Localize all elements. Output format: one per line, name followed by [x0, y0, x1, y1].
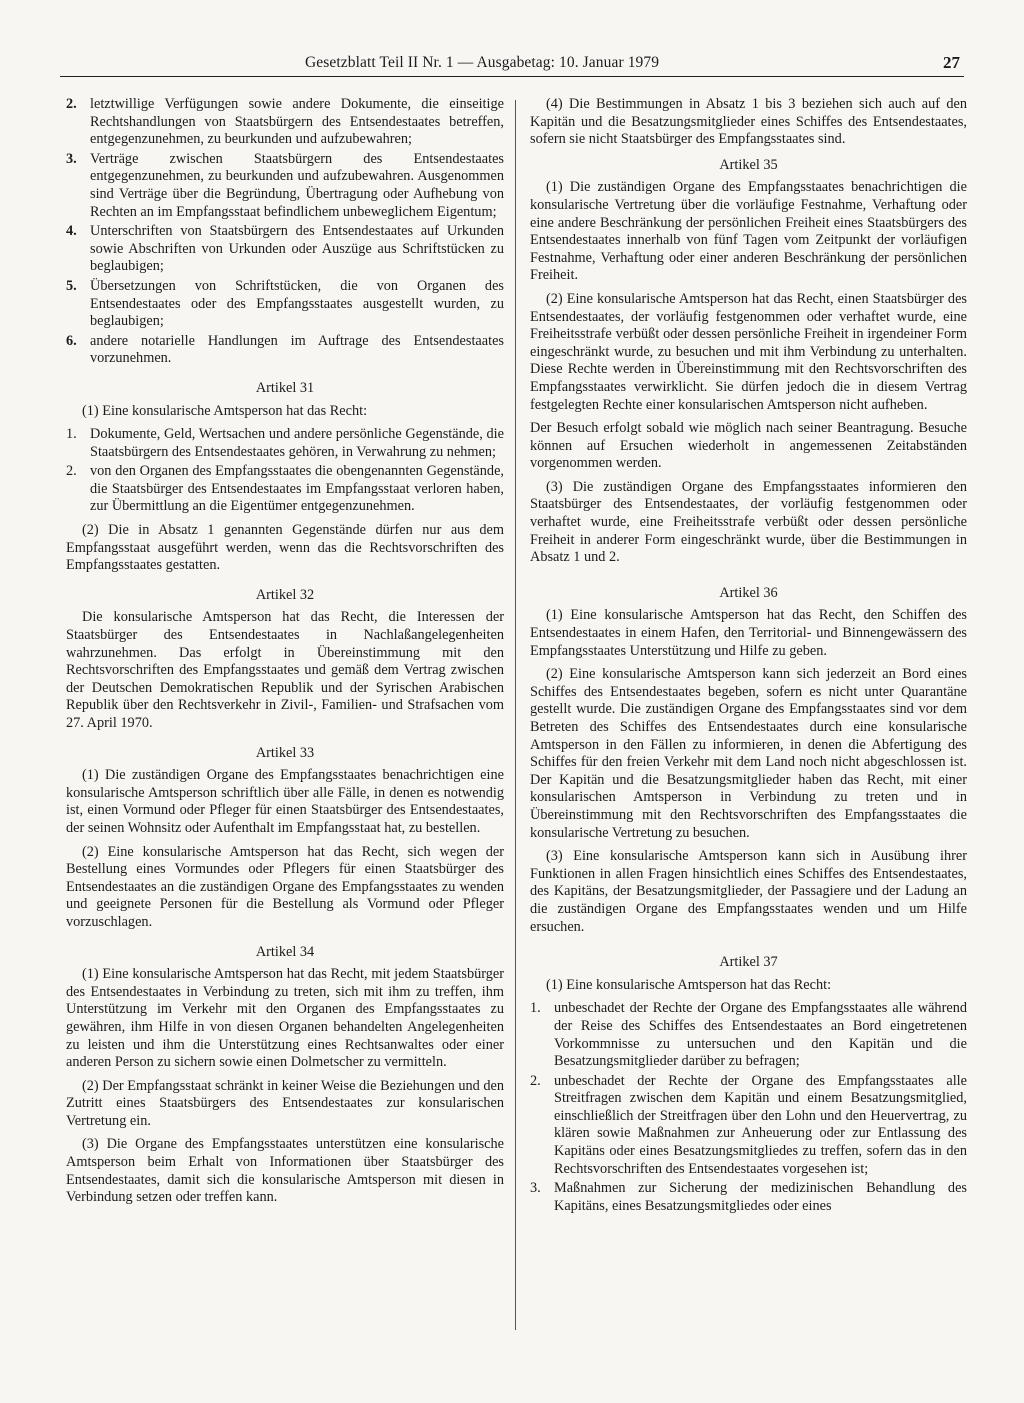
item-number: 4. [66, 223, 77, 240]
article-heading: Artikel 36 [719, 584, 778, 601]
column-divider [515, 100, 516, 1330]
article-paragraph: (1) Eine konsularische Amtsperson hat das Recht: [546, 976, 832, 993]
item-text: unbeschadet der Rechte der Organe des Empfangsstaates alle während der Reise des Schiffes des Entsendestaates an Bord eingetretenen Vorkommnisse zu untersuchen und den Kapitän und die Besatzungsmitglieder darüber zu befragen; [554, 1000, 967, 1070]
list-item [530, 1073, 967, 1179]
article-heading: Artikel 34 [255, 943, 315, 960]
item-text: von den Organen des Empfangsstaates die obengenannten Gegenstände, die Staatsbürger des Entsendestaates im Empfangsstaat verloren haben, zur Übermittlung an die Eigentümer entgegenzunehmen. [90, 463, 504, 515]
list-item [530, 1000, 967, 1070]
article-paragraph: (1) Eine konsularische Amtsperson hat das Recht, mit jedem Staatsbürger des Entsendestaates in Verbindung zu treten, sich mit ihm zu treffen, ihm Unterstützung im Verkehr mit den Organen des Empfangsstaates zu gewähren, ihm Hilfe in von diesen Organen behandelten Angelegenheiten zu leisten und ihm die Unterstützung eines Rechtsanwaltes oder einer anderen Person zu sichern sowie einen Dolmetscher zu vermitteln. [66, 966, 504, 1071]
item-number: 3. [530, 1180, 541, 1197]
item-number: 3. [66, 150, 77, 167]
article-paragraph: (1) Eine konsularische Amtsperson hat das Recht, den Schiffen des Entsendestaates in einem Hafen, den Territorial- und Binnengewässern des Empfangsstaates Unterstützung und Hilfe zu geben. [530, 607, 967, 659]
right-column [530, 96, 967, 1217]
article-paragraph: (2) Eine konsularische Amtsperson hat das Recht, sich wegen der Bestellung eines Vormundes oder Pflegers für einen Staatsbürger des Entsendestaates an die zuständigen Organe des Empfangsstaates zu wenden und geeignete Personen für die Bestellung als Vormund oder Pfleger vorzuschlagen. [66, 843, 504, 930]
item-number: 2. [530, 1072, 541, 1089]
list-item [66, 333, 504, 368]
article-paragraph: (3) Die zuständigen Organe des Empfangsstaates informieren den Staatsbürger des Entsendestaates, der vorläufig festgenommen oder verhaftet wurde, eine Freiheitsstrafe verbüßt oder dessen persönliche Freiheit in anderer Form eingeschränkt wurde, über die Bestimmungen in Absatz 1 und 2. [530, 478, 967, 566]
article-paragraph: (3) Die Organe des Empfangsstaates unterstützen eine konsularische Amtsperson beim Erhalt von Informationen über Staatsbürger des Entsendestaates, damit sich die konsularische Amtsperson mit diesen in Verbindung setzen oder treffen kann. [66, 1136, 504, 1206]
item-text: Unterschriften von Staatsbürgern des Entsendestaates auf Urkunden sowie Abschriften von Urkunden oder Auszüge aus Schriftstücken zu beglaubigen; [90, 223, 504, 275]
article-paragraph: (2) Eine konsularische Amtsperson kann sich jederzeit an Bord eines Schiffes des Entsendestaates begeben, sofern es nicht unter Quarantäne gestellt wurde. Die zuständigen Organe des Empfangsstaates sind vor dem Betreten des Schiffes des Entsendestaates durch eine konsularische Amtsperson in den Fällen zu informieren, in denen die Abfertigung des Schiffes für den freien Verkehr mit dem Land noch nicht abgeschlossen ist. Der Kapitän und die Besatzungsmitglieder haben das Recht, mit einer konsularischen Amtsperson in Verbindung zu treten und in Übereinstimmung mit den Rechtsvorschriften des Empfangsstaates die konsularische Vertretung zu besuchen. [530, 666, 967, 841]
article-paragraph: (2) Die in Absatz 1 genannten Gegenstände dürfen nur aus dem Empfangsstaat ausgeführt werden, wenn das die Rechtsvorschriften des Empfangsstaates gestatten. [66, 522, 504, 574]
list-item [66, 426, 504, 461]
item-number: 1. [66, 426, 77, 443]
list-item [66, 151, 504, 221]
article-paragraph: (2) Der Empfangsstaat schränkt in keiner Weise die Beziehungen und den Zutritt eines Staatsbürgers des Entsendestaates zur konsularischen Vertretung ein. [66, 1077, 504, 1129]
article-heading: Artikel 31 [255, 379, 315, 396]
left-column [66, 96, 504, 1213]
item-text: letztwillige Verfügungen sowie andere Dokumente, die einseitige Rechtshandlungen von Staatsbürgern des Entsendestaates betreffen, entgegenzunehmen, zu beurkunden und aufzubewahren; [90, 96, 504, 148]
list-item [66, 223, 504, 276]
list-item [66, 96, 504, 149]
article-paragraph: (1) Die zuständigen Organe des Empfangsstaates benachrichtigen eine konsularische Amtsperson schriftlich über alle Fälle, in denen es notwendig ist, einen Vormund oder Pfleger für einen Staatsbürger des Entsendestaates, der seinen Wohnsitz oder Aufenthalt im Empfangsstaat hat, zu bestellen. [66, 767, 504, 836]
article-heading: Artikel 32 [255, 586, 315, 603]
list-item [66, 278, 504, 331]
article-paragraph: (3) Eine konsularische Amtsperson kann sich in Ausübung ihrer Funktionen in allen Fragen hinsichtlich eines Schiffes des Entsendestaates, des Kapitäns, der Besatzungsmitglieder, der Passagiere und der Ladung an die zuständigen Organe des Empfangsstaates wenden und um Hilfe ersuchen. [530, 848, 967, 935]
list-item [66, 463, 504, 516]
article-heading: Artikel 33 [255, 744, 315, 761]
header-title: Gesetzblatt Teil II Nr. 1 — Ausgabetag: 10. Januar 1979 [305, 54, 660, 71]
page-number: 27 [943, 53, 960, 72]
item-text: andere notarielle Handlungen im Auftrage des Entsendestaates vorzunehmen. [90, 332, 504, 367]
item-text: unbeschadet der Rechte der Organe des Empfangsstaates alle Streitfragen zwischen dem Kapitän und einem Besatzungsmitglied, einschließlich der Streitfragen über den Lohn und den Heuervertrag, zu klären sowie Maßnahmen zur Anheuerung oder zur Entlassung des Kapitäns oder eines Besatzungsmitgliedes zu treffen, sofern das in den Rechtsvorschriften des Entsendestaates vorgesehen ist; [554, 1072, 967, 1177]
article-heading: Artikel 35 [719, 156, 778, 173]
article-heading: Artikel 37 [719, 954, 778, 971]
article-paragraph: (4) Die Bestimmungen in Absatz 1 bis 3 beziehen sich auch auf den Kapitän und die Besatzungsmitglieder eines Schiffes des Entsendestaates, sofern sie nicht Staatsbürger des Empfangsstaates sind. [530, 96, 967, 148]
article-paragraph: (1) Eine konsularische Amtsperson hat das Recht: [82, 402, 368, 419]
article-paragraph: Die konsularische Amtsperson hat das Recht, die Interessen der Staatsbürger des Entsendestaates in Nachlaßangelegenheiten wahrzunehmen. Das erfolgt in Übereinstimmung mit den Rechtsvorschriften des Empfangsstaates und gemäß dem Vertrag zwischen der Deutschen Demokratischen Republik und der Syrischen Arabischen Republik über den Rechtsverkehr in Zivil-, Familien- und Strafsachen vom 27. April 1970. [66, 609, 504, 731]
item-number: 2. [66, 463, 77, 480]
article-paragraph: (1) Die zuständigen Organe des Empfangsstaates benachrichtigen die konsularische Vertretung über die vorläufige Festnahme, Verhaftung oder eine andere Beschränkung der persönlichen Freiheit eines Staatsbürgers des Entsendestaates innerhalb von fünf Tagen vom Zeitpunkt der vorläufigen Festnahme, Verhaftung oder einer anderen Beschränkung der persönlichen Freiheit. [530, 179, 967, 284]
article-paragraph: (2) Eine konsularische Amtsperson hat das Recht, einen Staatsbürger des Entsendestaates, der vorläufig festgenommen oder verhaftet wurde, eine Freiheitsstrafe verbüßt oder dessen persönliche Freiheit in irgendeiner Form eingeschränkt wurde, zu besuchen und mit ihm Verbindung zu unterhalten. Diese Rechte werden in Übereinstimmung mit den Rechtsvorschriften des Empfangsstaates verwirklicht. Sie dürfen jedoch die in diesem Vertrag festgelegten Rechte einer konsularischen Amtsperson nicht aufheben. [530, 290, 967, 413]
item-text: Verträge zwischen Staatsbürgern des Entsendestaates entgegenzunehmen, zu beurkunden und aufzubewahren. Ausgenommen sind Verträge über die Begründung, Übertragung oder Aufhebung von Rechten an im Empfangsstaat befindlichem unbeweglichem Eigentum; [90, 150, 504, 220]
item-number: 2. [66, 96, 77, 112]
item-text: Dokumente, Geld, Wertsachen und andere persönliche Gegenstände, die Staatsbürgern des Entsendestaates gehören, in Verwahrung zu nehmen; [90, 426, 504, 460]
item-text: Maßnahmen zur Sicherung der medizinischen Behandlung des Kapitäns, eines Besatzungsmitgliedes oder eines [554, 1180, 967, 1214]
item-number: 5. [66, 277, 77, 294]
page-header [60, 50, 964, 77]
item-number: 6. [66, 332, 77, 349]
list-item [530, 1180, 967, 1215]
item-text: Übersetzungen von Schriftstücken, die von Organen des Entsendestaates oder des Empfangsstaates ausgestellt wurden, zu beglaubigen; [90, 277, 504, 330]
article-paragraph: Der Besuch erfolgt sobald wie möglich nach seiner Beantragung. Besuche können auf Ersuchen wiederholt in angemessenen Zeitabständen vorgenommen werden. [530, 420, 967, 472]
item-number: 1. [530, 1000, 541, 1017]
